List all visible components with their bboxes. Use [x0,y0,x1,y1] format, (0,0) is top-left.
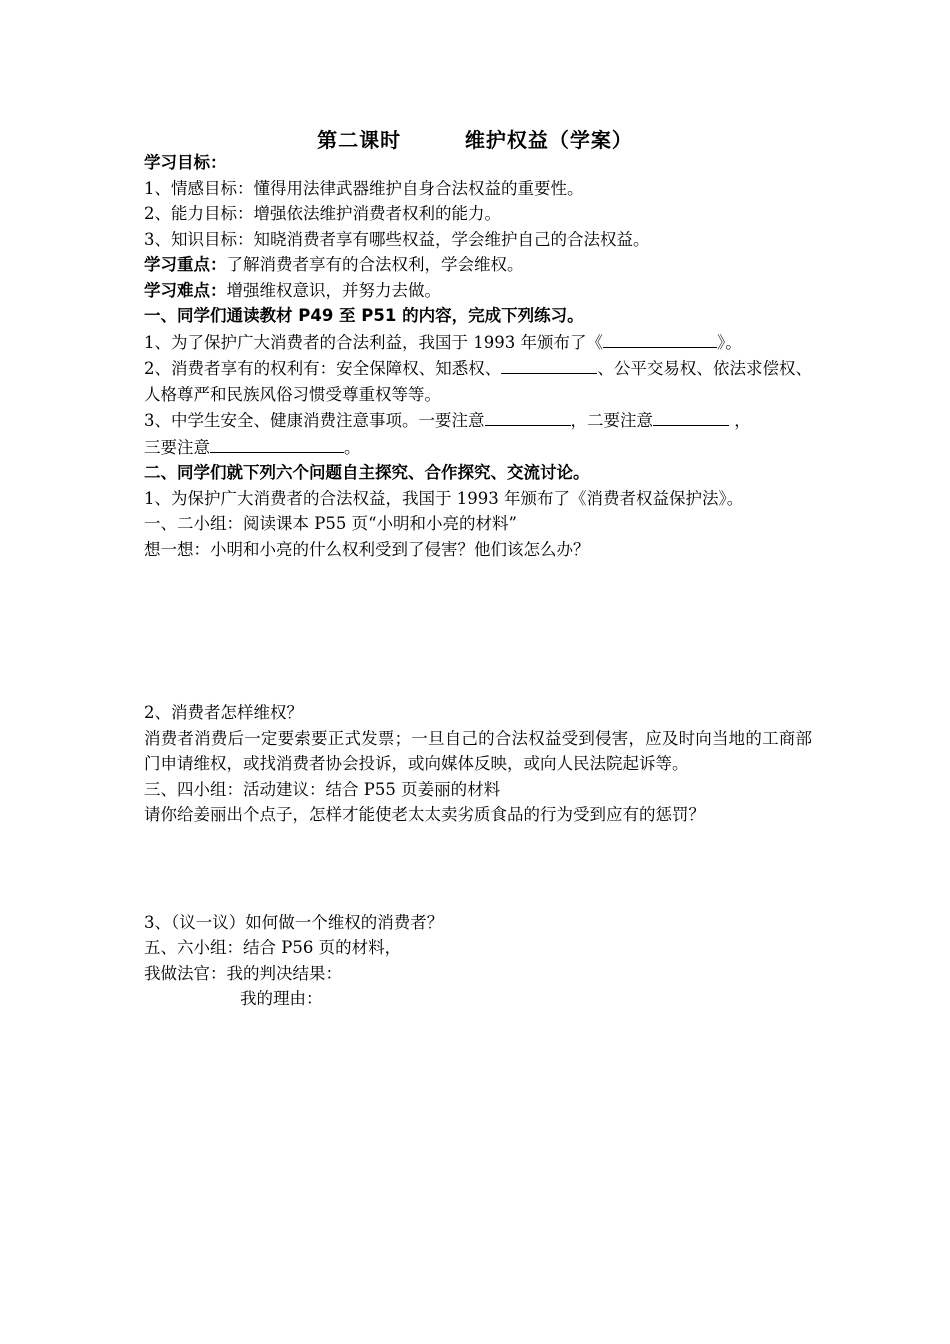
exercise-2-end: 、公平交易权、依法求偿权、人格尊严和民族风俗习惯受尊重权等等。 [144,359,812,404]
attention-blank-3[interactable] [210,434,344,453]
key-point-label: 学习重点： [144,255,227,274]
group-1-2-task: 一、二小组：阅读课本 P55 页“小明和小亮的材料” [144,514,517,533]
exercise-1 [144,329,812,356]
difficulty [144,278,812,304]
page-title: 第二课时 维护权益（学案） [317,128,633,152]
judge-reason: 我的理由： [240,989,323,1008]
attention-blank-2[interactable] [653,407,729,426]
difficulty-label: 学习难点： [144,280,227,300]
exercise-3-comma: ， [729,411,751,430]
question-3: 3、（议一议）如何做一个维权的消费者？ [144,912,444,932]
key-point [144,252,812,278]
suggestion-prompt: 请你给姜丽出个点子，怎样才能使老太太卖劣质食品的行为受到应有的惩罚？ [144,805,705,824]
attention-blank-1[interactable] [485,407,571,426]
exercise-3-third: 三要注意 [144,437,210,457]
exercise-1-text: 1、为了保护广大消费者的合法利益，我国于 1993 年颁布了《 [144,332,603,352]
right-blank[interactable] [501,355,597,374]
difficulty-text: 增强维权意识，并努力去做。 [226,280,441,300]
question-2-answer: 消费者消费后一定要索要正式发票；一旦自己的合法权益受到侵害，应及时向当地的工商部门申请维权，或找消费者协会投诉，或向媒体反映，或向人民法院起诉等。 [144,728,812,773]
exercise-3-end: 。 [344,437,361,457]
objective-item: 1、情感目标：懂得用法律武器维护自身合法权益的重要性。 [144,178,584,198]
exercise-3-text: 3、中学生安全、健康消费注意事项。一要注意 [144,411,485,430]
question-1: 1、为保护广大消费者的合法权益，我国于 1993 年颁布了《消费者权益保护法》。 [144,488,744,508]
exercise-3 [144,407,812,434]
exercise-2-text: 2、消费者享有的权利有：安全保障权、知悉权、 [144,359,502,378]
law-name-blank[interactable] [603,329,717,348]
think-prompt: 想一想：小明和小亮的什么权利受到了侵害？他们该怎么办？ [144,539,590,559]
section2-heading: 二、同学们就下列六个问题自主探究、合作探究、交流讨论。 [144,463,590,482]
judge-verdict: 我做法官：我的判决结果： [144,963,342,983]
exercise-3-cont [144,434,812,461]
group-5-6-task: 五、六小组：结合 P56 页的材料， [144,938,402,957]
answer-space[interactable] [144,828,812,910]
objective-item: 3、知识目标：知晓消费者享有哪些权益，学会维护自己的合法权益。 [144,229,650,249]
objectives-heading: 学习目标： [144,153,227,172]
answer-space[interactable] [144,562,812,700]
objective-item: 2、能力目标：增强依法维护消费者权利的能力。 [144,204,501,223]
question-2: 2、消费者怎样维权？ [144,703,303,722]
group-3-4-task: 三、四小组：活动建议：结合 P55 页姜丽的材料 [144,779,501,799]
exercise-3-second: ，二要注意 [570,411,653,430]
section1-heading: 一、同学们通读教材 P49 至 P51 的内容，完成下列练习。 [144,306,584,325]
key-point-text: 了解消费者享有的合法权利，学会维权。 [226,255,524,274]
worksheet-content [144,150,812,1012]
exercise-2 [144,355,812,407]
exercise-1-end: 》。 [716,332,742,352]
